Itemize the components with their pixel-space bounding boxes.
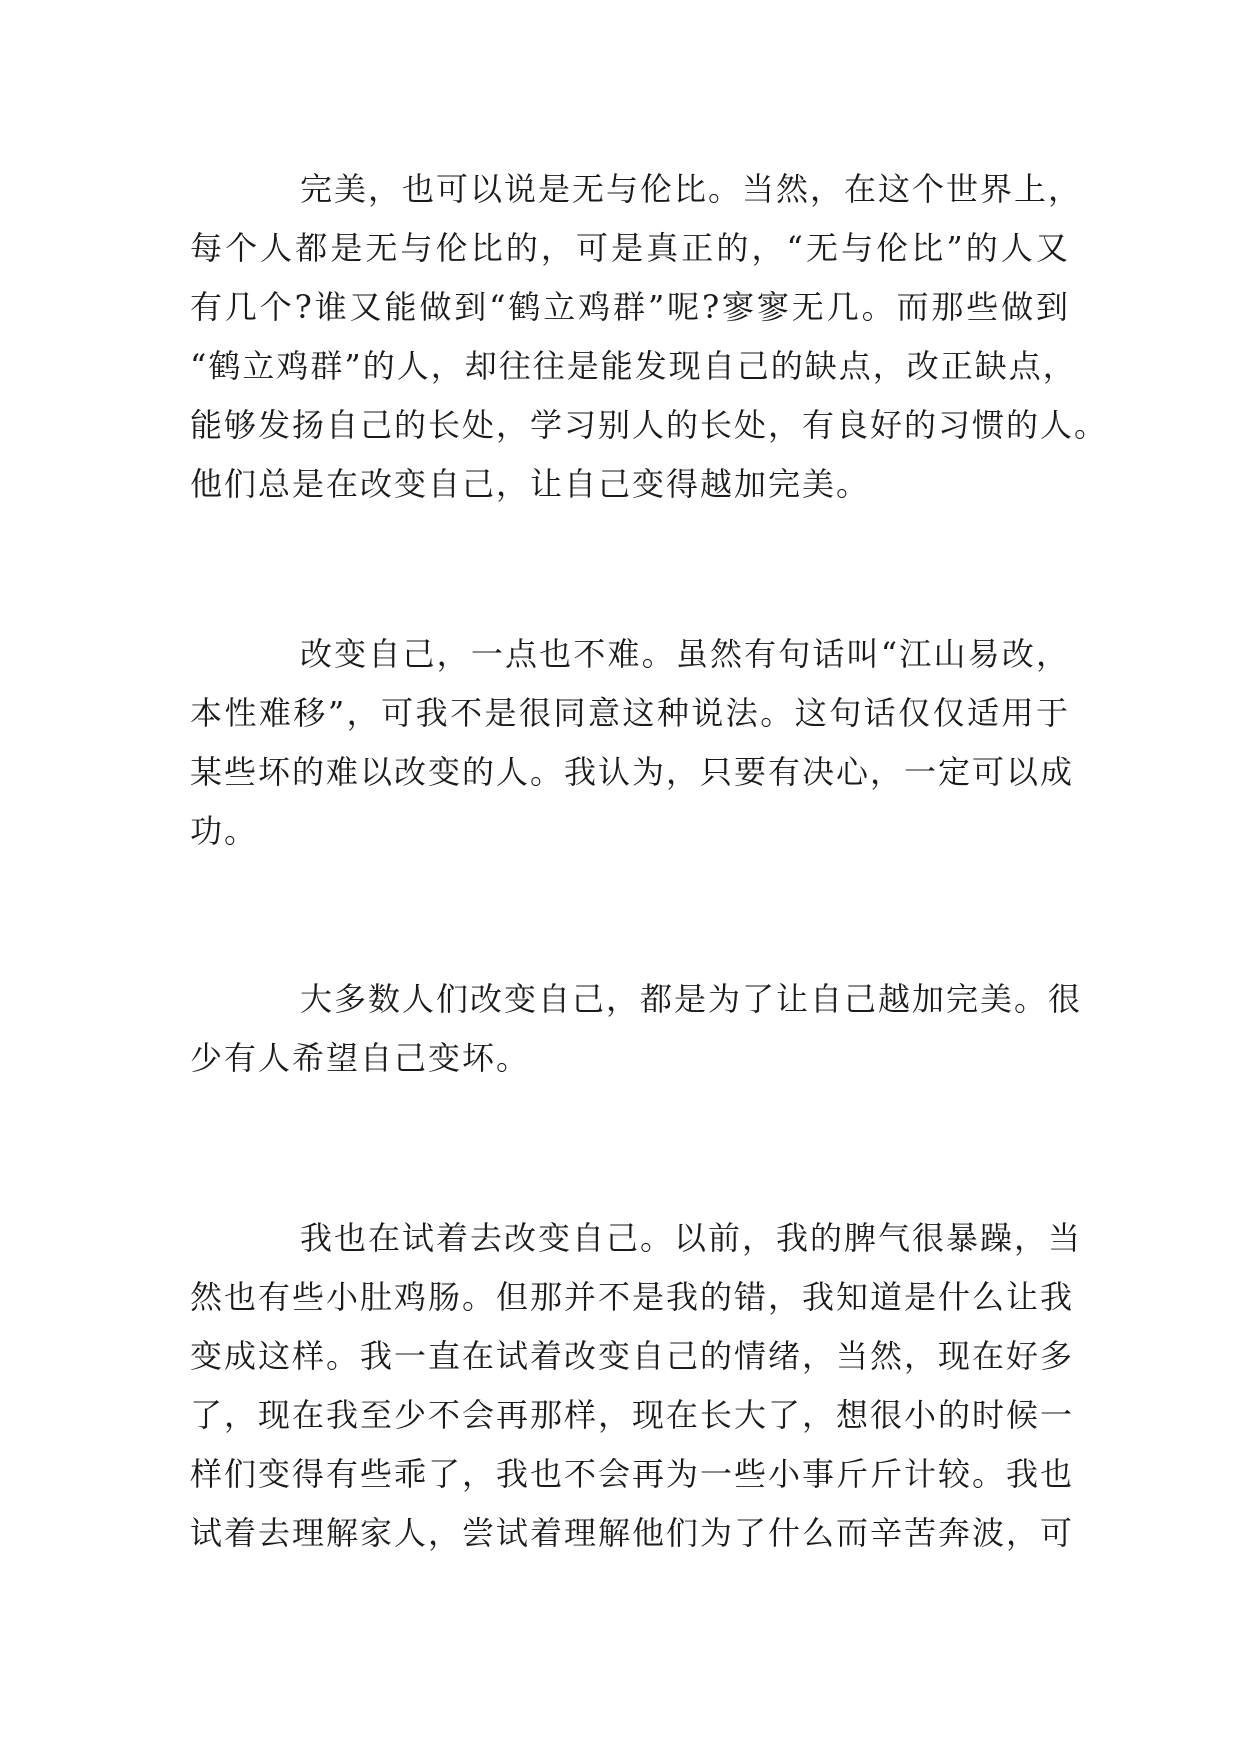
paragraph-line: 功。 — [190, 812, 259, 850]
paragraph-line: 试着去理解家人，尝试着理解他们为了什么而辛苦奔波，可 — [190, 1514, 1075, 1552]
paragraph-line: 了，现在我至少不会再那样，现在长大了，想很小的时候一 — [190, 1396, 1075, 1434]
paragraph-line: 每个人都是无与伦比的，可是真正的，“无与伦比”的人又 — [190, 229, 1070, 267]
paragraph-line: 我也在试着去改变自己。以前，我的脾气很暴躁，当 — [300, 1219, 1083, 1257]
paragraph-line: 样们变得有些乖了，我也不会再为一些小事斤斤计较。我也 — [190, 1455, 1075, 1493]
paragraph-change-not-hard — [190, 625, 1075, 861]
paragraph-line: 改变自己，一点也不难。虽然有句话叫“江山易改， — [300, 635, 1070, 673]
paragraph-myself — [190, 1209, 1083, 1563]
paragraph-most-people — [190, 970, 1083, 1088]
paragraph-line: “鹤立鸡群”的人，却往往是能发现自己的缺点，改正缺点， — [190, 347, 1077, 385]
paragraph-line: 然也有些小肚鸡肠。但那并不是我的错，我知道是什么让我 — [190, 1278, 1075, 1316]
paragraph-line: 本性难移”，可我不是很同意这种说法。这句话仅仅适用于 — [190, 694, 1070, 732]
paragraph-line: 变成这样。我一直在试着改变自己的情绪，当然，现在好多 — [190, 1337, 1075, 1375]
paragraph-line: 完美，也可以说是无与伦比。当然，在这个世界上， — [300, 170, 1083, 208]
paragraph-line: 能够发扬自己的长处，学习别人的长处，有良好的习惯的人。 — [190, 406, 1109, 444]
paragraph-line: 他们总是在改变自己，让自己变得越加完美。 — [190, 465, 871, 503]
paragraph-line: 某些坏的难以改变的人。我认为，只要有决心，一定可以成 — [190, 753, 1075, 791]
paragraph-line: 少有人希望自己变坏。 — [190, 1039, 531, 1077]
paragraph-line: 大多数人们改变自己，都是为了让自己越加完美。很 — [300, 980, 1083, 1018]
paragraph-line: 有几个?谁又能做到“鹤立鸡群”呢?寥寥无几。而那些做到 — [190, 288, 1070, 326]
paragraph-perfection — [190, 160, 1109, 514]
